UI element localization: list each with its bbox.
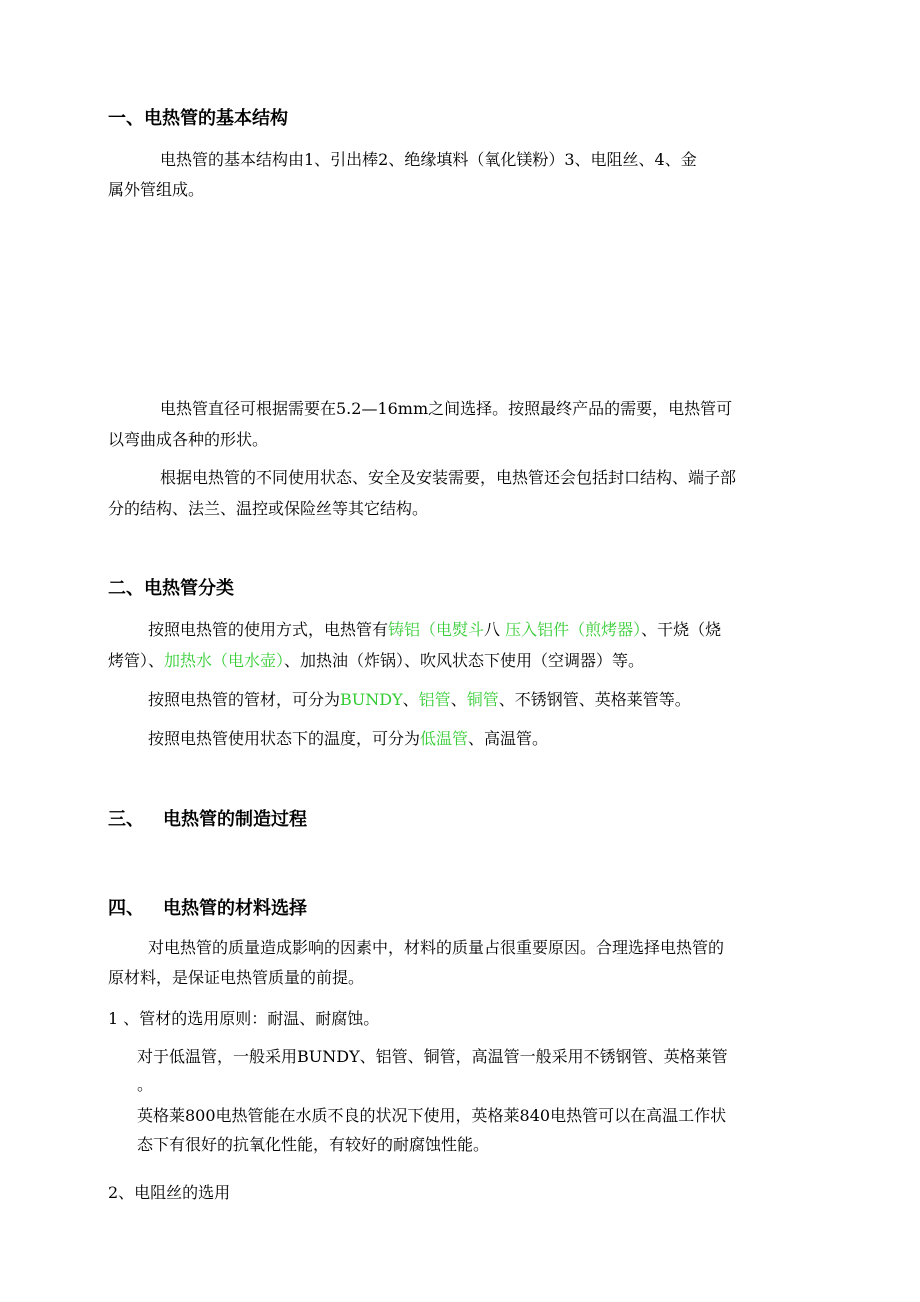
s2-p3-text-c: 、高温管。 (468, 729, 549, 748)
s2-para2 (148, 689, 691, 711)
s2-p1-text-f: 烤管）、 (108, 651, 165, 670)
s2-p1-highlight-cast-aluminum: 铸铝（电熨斗 (388, 620, 485, 639)
s4-intro-line1: 对电热管的质量造成影响的因素中，材料的质量占很重要原因。合理选择电热管的 (148, 938, 725, 957)
s1-para3-line2: 分的结构、法兰、温控或保险丝等其它结构。 (108, 499, 429, 518)
s2-p3-text-a: 按照电热管使用状态下的温度，可分为 (148, 729, 421, 748)
s2-p1-highlight-pressed-aluminum: 压入铝件（煎烤器） (505, 620, 642, 639)
s1-para1-line2: 属外管组成。 (108, 180, 205, 199)
section-1-heading: 一、电热管的基本结构 (108, 108, 288, 129)
s1-para2-line2: 以弯曲成各种的形状。 (108, 430, 269, 449)
section-3-number: 三、 (108, 809, 144, 830)
s2-p2-highlight-aluminum-tube: 铝管 (418, 690, 451, 709)
s4-intro-line2: 原材料，是保证电热管质量的前提。 (108, 968, 365, 987)
s4-item1-sub2-line1: 英格莱800电热管能在水质不良的状况下使用，英格莱840电热管可以在高温工作状 (137, 1106, 727, 1125)
s2-p1-text-h: 、加热油（炸锅）、吹风状态下使用（空调器）等。 (284, 651, 645, 670)
s4-item1-sub2-line2: 态下有很好的抗氧化性能，有较好的耐腐蚀性能。 (137, 1135, 490, 1154)
s4-item1: 1 、管材的选用原则：耐温、耐腐蚀。 (108, 1009, 380, 1028)
s2-para3 (148, 728, 548, 750)
s2-p1-text-e: 、干烧（烧 (641, 620, 722, 639)
s2-p1-text-c: 八 (484, 620, 506, 639)
s1-para2-line1: 电热管直径可根据需要在5.2—16mm之间选择。按照最终产品的需要，电热管可 (160, 399, 733, 418)
s2-para1-line2 (108, 650, 644, 672)
section-2-heading: 二、电热管分类 (108, 578, 234, 599)
s4-item1-sub1-line2: 。 (137, 1075, 154, 1094)
section-3-heading: 电热管的制造过程 (163, 809, 307, 830)
s2-p2-text-g: 、不锈钢管、英格莱管等。 (498, 690, 691, 709)
s2-p2-text-c: 、 (402, 690, 419, 709)
s2-p3-highlight-low-temp: 低温管 (420, 729, 469, 748)
section-4-heading: 电热管的材料选择 (163, 898, 307, 919)
s1-para3-line1: 根据电热管的不同使用状态、安全及安装需要，电热管还会包括封口结构、端子部 (160, 468, 737, 487)
s2-p2-highlight-bundy: BUNDY (340, 690, 403, 709)
s1-para1-line1: 电热管的基本结构由1、引出棒2、绝缘填料（氧化镁粉）3、电阻丝、4、金 (160, 150, 697, 169)
s4-item1-sub1-line1: 对于低温管，一般采用BUNDY、铝管、铜管，高温管一般采用不锈钢管、英格莱管 (137, 1047, 728, 1066)
section-4-number: 四、 (108, 898, 144, 919)
s2-p2-highlight-copper-tube: 铜管 (466, 690, 499, 709)
s2-p2-text-e: 、 (450, 690, 467, 709)
s2-p1-text-a: 按照电热管的使用方式，电热管有 (148, 620, 389, 639)
s4-item2: 2、电阻丝的选用 (108, 1183, 231, 1202)
s2-p2-text-a: 按照电热管的管材，可分为 (148, 690, 341, 709)
s2-para1-line1 (148, 619, 721, 641)
s2-p1-highlight-heating-water: 加热水（电水壶） (164, 651, 285, 670)
